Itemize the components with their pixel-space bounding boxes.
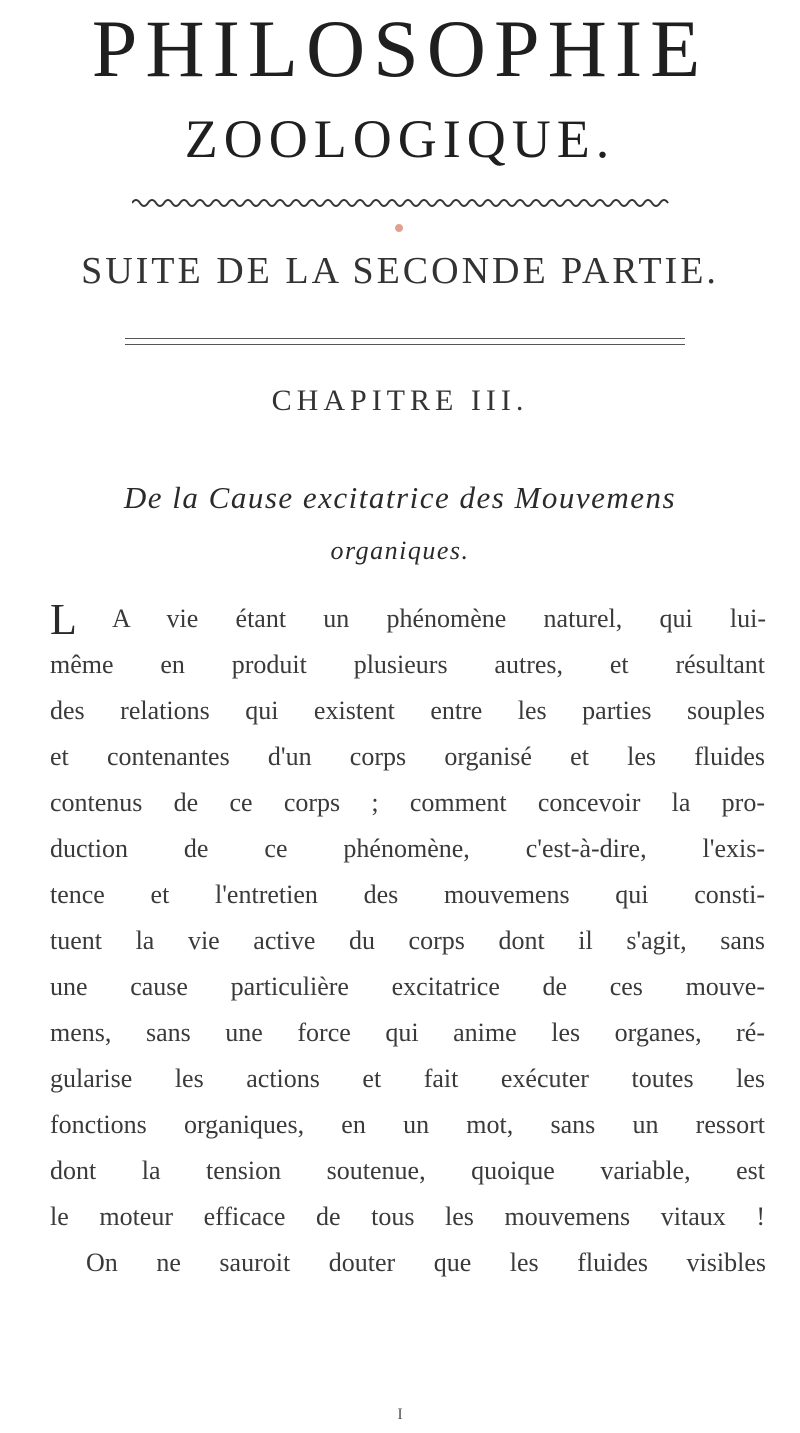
body-line: le moteur efficace de tous les mouvemens vitaux ! xyxy=(50,1202,765,1231)
body-line: gularise les actions et fait exécuter toutes les xyxy=(50,1064,765,1093)
body-line: contenus de ce corps ; comment concevoir la pro- xyxy=(50,788,765,817)
body-line: des relations qui existent entre les parties souples xyxy=(50,696,765,725)
ink-dot xyxy=(395,224,403,232)
body-line: fonctions organiques, en un mot, sans un ressort xyxy=(50,1110,765,1139)
chapter-title-line-2: organiques. xyxy=(330,536,470,565)
body-line: et contenantes d'un corps organisé et les fluides xyxy=(50,742,765,771)
body-line: même en produit plusieurs autres, et résultant xyxy=(50,650,765,679)
book-subtitle: ZOOLOGIQUE. xyxy=(184,109,616,169)
body-line: tuent la vie active du corps dont il s'agit, sans xyxy=(50,926,765,955)
ornamental-wavy-rule xyxy=(132,196,672,210)
body-line: mens, sans une force qui anime les organes, ré- xyxy=(50,1018,765,1047)
body-line: duction de ce phénomène, c'est-à-dire, l'exis- xyxy=(50,834,765,863)
chapter-label: CHAPITRE III. xyxy=(271,384,529,417)
body-line: On ne sauroit douter que les fluides visibles xyxy=(86,1248,766,1277)
drop-cap: L xyxy=(50,595,77,644)
book-title: PHILOSOPHIE xyxy=(91,3,709,94)
part-heading: SUITE DE LA SECONDE PARTIE. xyxy=(81,250,719,292)
body-line: tence et l'entretien des mouvemens qui consti- xyxy=(50,880,765,909)
signature-mark: I xyxy=(397,1406,403,1423)
body-line: A vie étant un phénomène naturel, qui lui- xyxy=(112,604,766,633)
body-line: dont la tension soutenue, quoique variable, est xyxy=(50,1156,765,1185)
body-line: une cause particulière excitatrice de ces mouve- xyxy=(50,972,765,1001)
chapter-title-line-1: De la Cause excitatrice des Mouvemens xyxy=(123,480,677,515)
double-rule-divider xyxy=(125,338,685,345)
